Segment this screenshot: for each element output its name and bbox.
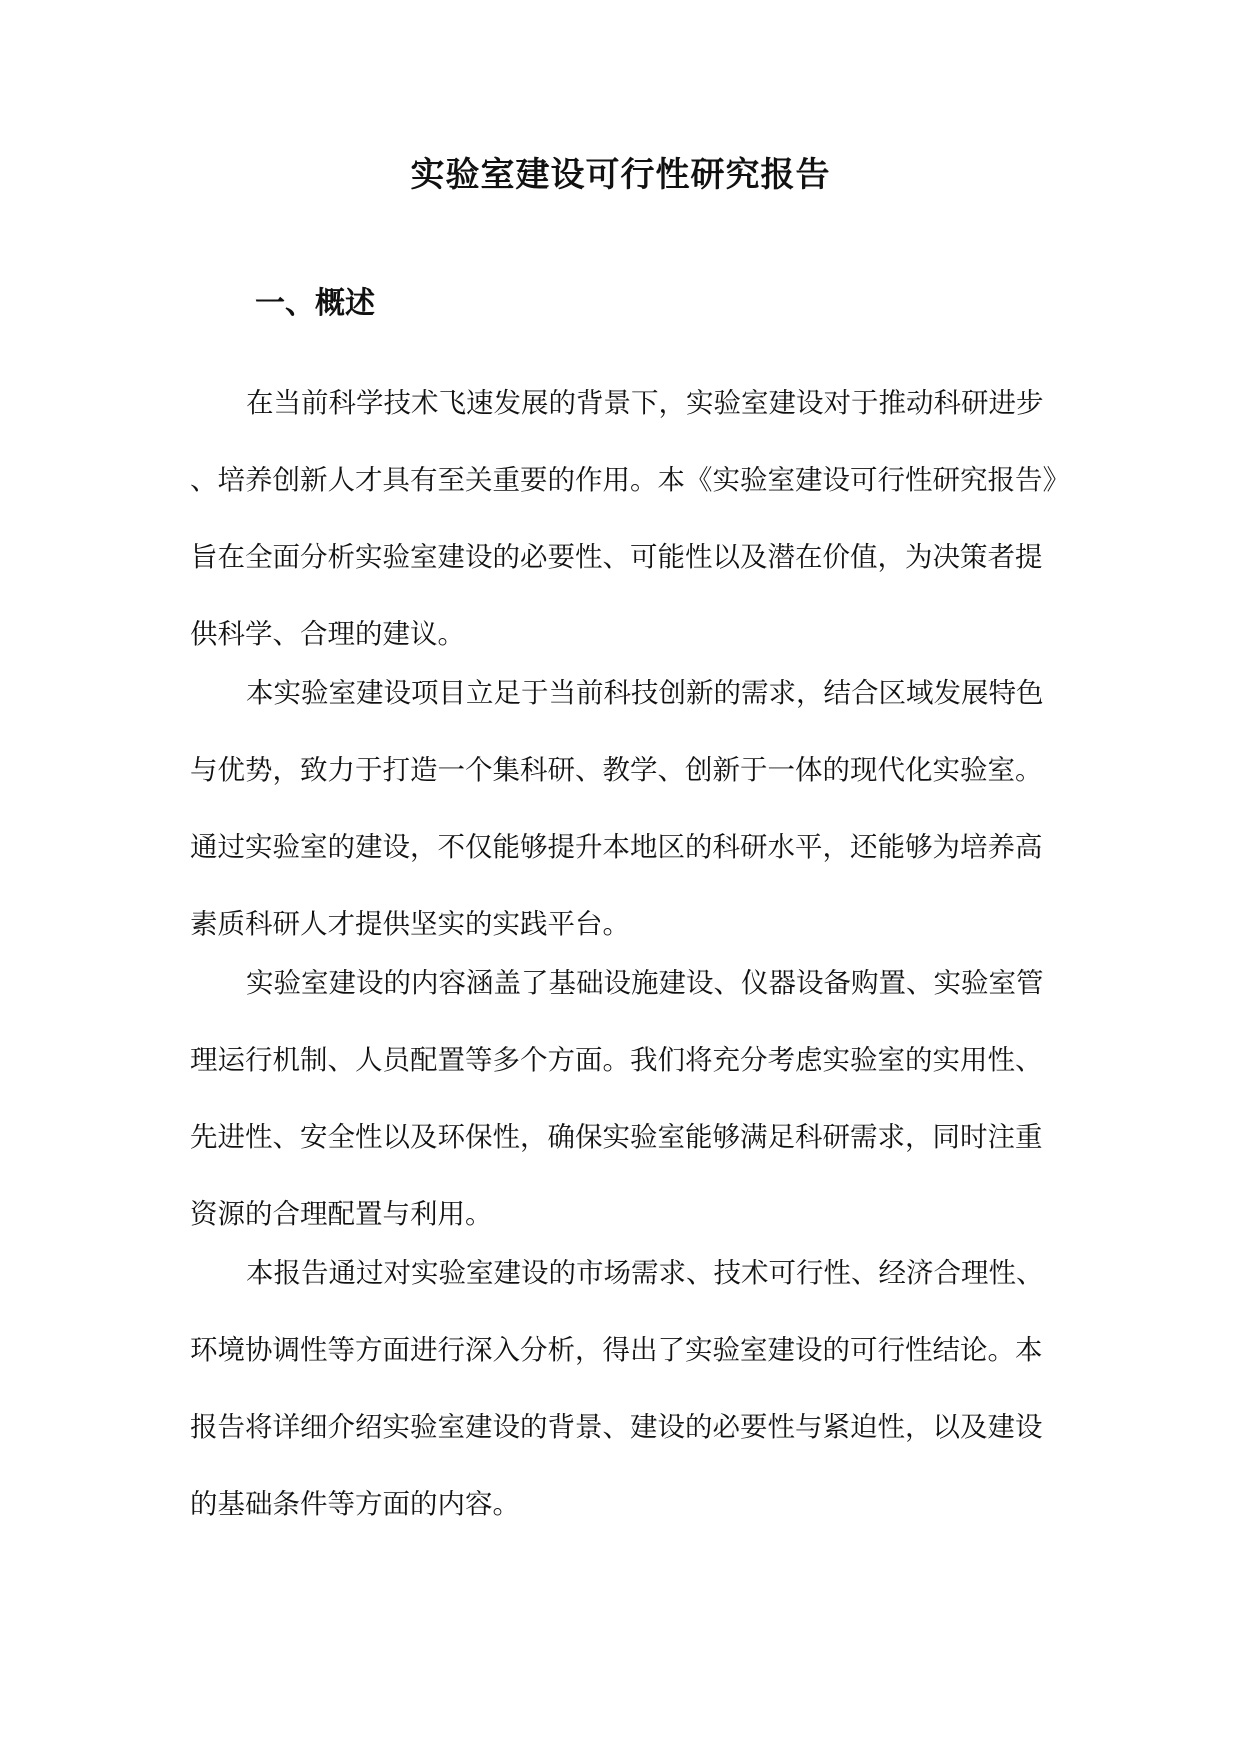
section-heading-overview: 一、概述 <box>255 286 375 321</box>
paragraph-4: 本报告通过对实验室建设的市场需求、技术可行性、经济合理性、环境协调性等方面进行深入分析，得出了实验室建设的可行性结论。本报告将详细介绍实验室建设的背景、建设的必要性与紧迫性，以及建设的基础条件等方面的内容。 <box>190 1257 1044 1520</box>
paragraph-1: 在当前科学技术飞速发展的背景下，实验室建设对于推动科研进步、培养创新人才具有至关重要的作用。本《实验室建设可行性研究报告》旨在全面分析实验室建设的必要性、可能性以及潜在价值，为决策者提供科学、合理的建议。 <box>190 387 1057 650</box>
paragraph-2: 本实验室建设项目立足于当前科技创新的需求，结合区域发展特色与优势，致力于打造一个集科研、教学、创新于一体的现代化实验室。通过实验室的建设，不仅能够提升本地区的科研水平，还能够为培养高素质科研人才提供坚实的实践平台。 <box>190 677 1044 940</box>
paragraph-3: 实验室建设的内容涵盖了基础设施建设、仪器设备购置、实验室管理运行机制、人员配置等多个方面。我们将充分考虑实验室的实用性、先进性、安全性以及环保性，确保实验室能够满足科研需求，同时注重资源的合理配置与利用。 <box>190 967 1044 1230</box>
document-title: 实验室建设可行性研究报告 <box>410 155 831 195</box>
